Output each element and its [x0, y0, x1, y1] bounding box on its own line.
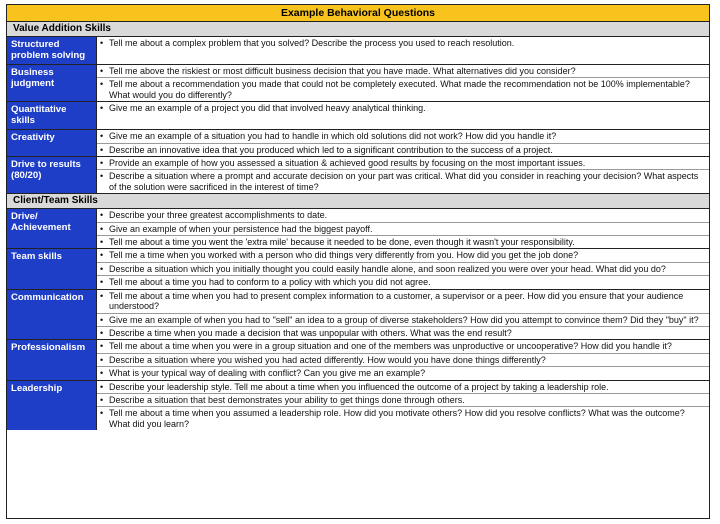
question-item: [97, 78, 709, 101]
question-item: [97, 209, 709, 222]
question-text: Give me an example of a project you did that involved heavy analytical thinking.: [109, 103, 426, 114]
question-list: [97, 290, 709, 340]
bullet-icon: •: [100, 263, 104, 274]
bullet-icon: •: [100, 277, 104, 288]
bullet-icon: •: [100, 103, 104, 114]
question-text: Tell me about a time when you were in a group situation and one of the members was unproductive or uncooperative? How did you handle it?: [109, 341, 672, 352]
category-business-judgment: Business judgment: [7, 65, 97, 101]
question-list: [97, 130, 709, 156]
bullet-icon: •: [100, 327, 104, 338]
bullet-icon: •: [100, 408, 104, 419]
bullet-icon: •: [100, 237, 104, 248]
bullet-icon: •: [100, 79, 104, 90]
table-row: [7, 37, 709, 65]
question-text: Describe your three greatest accomplishments to date.: [109, 210, 328, 221]
question-text: Describe a situation which you initially thought you could easily handle alone, and soon realized you were over your head. What did you do?: [109, 263, 666, 274]
bullet-icon: •: [100, 394, 104, 405]
question-text: Provide an example of how you assessed a situation & achieved good results by focusing on the most important issues.: [109, 158, 586, 169]
question-text: Describe a time when you made a decision that was unpopular with others. What was the end result?: [109, 327, 512, 338]
question-text: Tell me about a time you went the 'extra mile' because it needed to be done, even though it wasn't your responsibility.: [109, 237, 575, 248]
question-text: Tell me about a complex problem that you solved? Describe the process you used to reach resolution.: [109, 38, 515, 48]
table-row: [7, 209, 709, 249]
table-row: [7, 381, 709, 431]
table-body: [7, 22, 709, 430]
question-text: Tell me about a time when you assumed a leadership role. How did you motivate others? How did you resolve conflicts? What was the outcome? What did you learn?: [109, 408, 685, 429]
question-text: Describe a situation where you wished you had acted differently. How would you have done things differently?: [109, 354, 546, 365]
category-drive-to-results-80-20: Drive to results (80/20): [7, 157, 97, 193]
section-header-value-addition-skills: Value Addition Skills: [7, 22, 709, 37]
bullet-icon: •: [100, 223, 104, 234]
question-item: [97, 65, 709, 78]
question-item: [97, 340, 709, 353]
bullet-icon: •: [100, 368, 104, 379]
question-text: Describe a situation that best demonstrates your ability to get things done through others.: [109, 394, 465, 405]
question-list: [97, 102, 709, 129]
table-row: [7, 130, 709, 157]
question-list: [97, 249, 709, 288]
behavioral-questions-table: [6, 4, 710, 519]
question-list: [97, 381, 709, 431]
question-text: Give an example of when your persistence had the biggest payoff.: [109, 223, 373, 234]
category-leadership: Leadership: [7, 381, 97, 431]
question-text: Tell me about a recommendation you made that could not be completely executed. What made the recommendation not be 100% implementable? What would you do differently?: [109, 79, 690, 100]
question-item: [97, 157, 709, 170]
question-item: [97, 367, 709, 379]
table-row: [7, 157, 709, 194]
category-structured-problem-solving: Structured problem solving: [7, 37, 97, 64]
bullet-icon: •: [100, 171, 104, 182]
question-text: Describe your leadership style. Tell me about a time when you influenced the outcome of a project by taking a leadership role.: [109, 381, 609, 392]
question-item: [97, 263, 709, 276]
bullet-icon: •: [100, 210, 104, 221]
bullet-icon: •: [100, 381, 104, 392]
category-drive-achievement: Drive/ Achievement: [7, 209, 97, 248]
question-list: [97, 340, 709, 379]
question-item: [97, 290, 709, 314]
question-item: [97, 394, 709, 407]
question-list: [97, 65, 709, 101]
table-row: [7, 65, 709, 102]
table-title: Example Behavioral Questions: [7, 5, 709, 22]
bullet-icon: •: [100, 144, 104, 155]
question-item: [97, 170, 709, 193]
question-item: [97, 236, 709, 248]
table-row: [7, 249, 709, 289]
question-text: Describe a situation where a prompt and accurate decision on your part was critical. What did you consider in reaching your decision? What aspects of the solution were sacrificed in the interest of time?: [109, 171, 699, 192]
question-item: [97, 327, 709, 339]
question-list: [97, 37, 709, 64]
question-item: [97, 314, 709, 327]
question-text: What is your typical way of dealing with conflict? Can you give me an example?: [109, 368, 426, 379]
category-quantitative-skills: Quantitative skills: [7, 102, 97, 129]
bullet-icon: •: [100, 341, 104, 352]
table-row: [7, 290, 709, 341]
table-row: [7, 102, 709, 130]
question-text: Give me an example of a situation you had to handle in which old solutions did not work? How did you handle it?: [109, 131, 557, 142]
question-item: [97, 381, 709, 394]
bullet-icon: •: [100, 354, 104, 365]
category-communication: Communication: [7, 290, 97, 340]
question-item: [97, 223, 709, 236]
question-item: [97, 144, 709, 156]
bullet-icon: •: [100, 66, 104, 76]
bullet-icon: •: [100, 38, 104, 48]
question-item: [97, 102, 709, 114]
question-text: Tell me about a time you had to conform to a policy with which you did not agree.: [109, 277, 431, 288]
bullet-icon: •: [100, 314, 104, 325]
bullet-icon: •: [100, 158, 104, 169]
question-list: [97, 209, 709, 248]
question-list: [97, 157, 709, 193]
question-text: Give me an example of when you had to "sell" an idea to a group of diverse stakeholders? How did you attempt to convince them? Did they "buy" it?: [109, 314, 699, 325]
bullet-icon: •: [100, 290, 104, 301]
bullet-icon: •: [100, 250, 104, 261]
question-text: Tell me about a time when you had to present complex information to a customer, a supervisor or a peer. How did you ensure that your audience understood?: [109, 290, 684, 312]
question-item: [97, 130, 709, 143]
question-item: [97, 37, 709, 49]
table-row: [7, 340, 709, 380]
question-item: [97, 276, 709, 288]
section-header-client-team-skills: Client/Team Skills: [7, 194, 709, 209]
question-item: [97, 407, 709, 430]
question-text: Tell me above the riskiest or most difficult business decision that you have made. What alternatives did you consider?: [109, 66, 576, 76]
category-professionalism: Professionalism: [7, 340, 97, 379]
question-item: [97, 249, 709, 262]
category-team-skills: Team skills: [7, 249, 97, 288]
category-creativity: Creativity: [7, 130, 97, 156]
question-item: [97, 354, 709, 367]
bullet-icon: •: [100, 131, 104, 142]
question-text: Describe an innovative idea that you produced which led to a significant contribution to the success of a project.: [109, 144, 553, 155]
question-text: Tell me a time when you worked with a person who did things very differently from you. How did you get the job done?: [109, 250, 579, 261]
